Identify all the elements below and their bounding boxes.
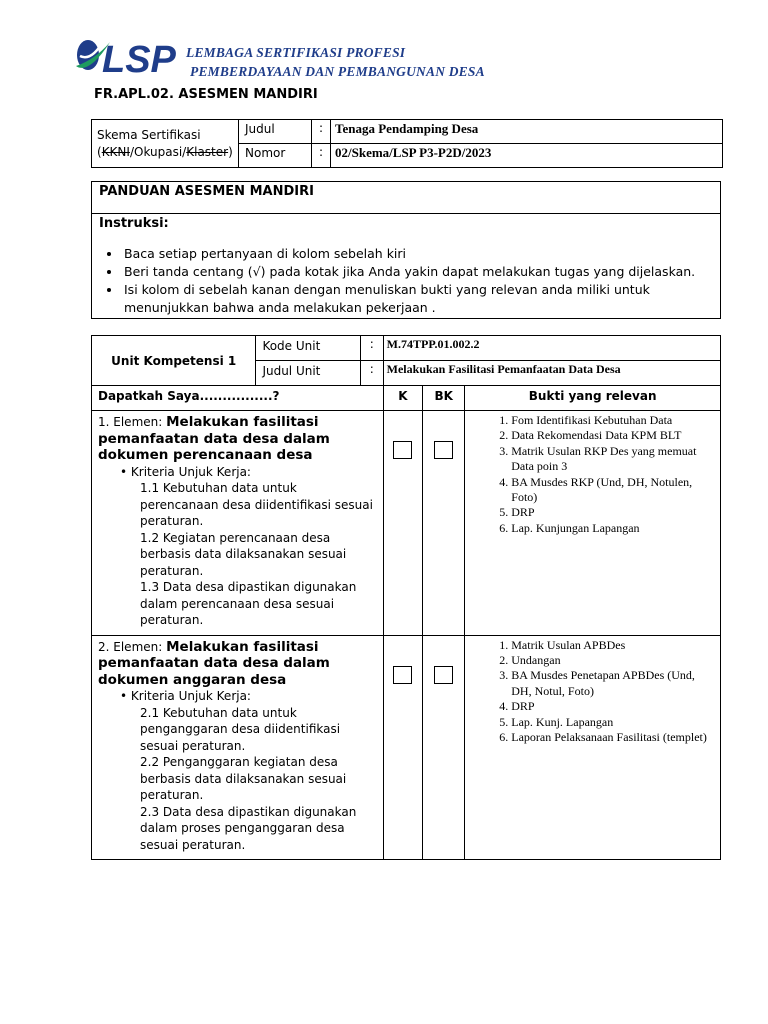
bukti-cell[interactable] xyxy=(465,411,721,636)
bk-cell xyxy=(423,411,465,636)
bukti-cell[interactable] xyxy=(465,635,721,860)
bk-checkbox[interactable] xyxy=(434,666,453,684)
judul-value: Tenaga Pendamping Desa xyxy=(331,120,723,144)
skema-label: Skema Sertifikasi (KKNI/Okupasi/Klaster) xyxy=(92,120,239,168)
list-item: 4. BA Musdes RKP (Und, DH, Notulen, Foto) xyxy=(511,475,716,506)
list-item: • Beri tanda centang (√) pada kotak jika Anda yakin dapat melakukan tugas yang dijelaskan. xyxy=(122,263,720,281)
colon: : xyxy=(312,120,331,144)
list-item: 2. Data Rekomendasi Data KPM BLT xyxy=(511,428,716,443)
logo-text: LSP xyxy=(102,39,176,78)
k-cell xyxy=(383,411,423,636)
nomor-label: Nomor xyxy=(239,144,312,168)
list-item: 5. DRP xyxy=(511,505,716,520)
judul-label: Judul xyxy=(239,120,312,144)
kriteria-label: • Kriteria Unjuk Kerja: xyxy=(120,464,377,481)
k-cell xyxy=(383,635,423,860)
list-item: 3. Matrik Usulan RKP Des yang memuat Data poin 3 xyxy=(511,444,716,475)
element-title: Melakukan fasilitasi pemanfaatan data desa dalam dokumen anggaran desa xyxy=(98,638,330,688)
bukti-list xyxy=(465,413,716,536)
kriteria-label: • Kriteria Unjuk Kerja: xyxy=(120,688,377,705)
kode-unit-label: Kode Unit xyxy=(256,336,360,361)
criterion: 2.1 Kebutuhan data untuk penganggaran desa diidentifikasi sesuai peraturan. xyxy=(140,705,341,753)
criterion: 2.2 Penganggaran kegiatan desa berbasis data dilaksanakan sesuai peraturan. xyxy=(140,755,347,802)
list-item: 5. Lap. Kunj. Lapangan xyxy=(511,715,716,730)
panduan-title: PANDUAN ASESMEN MANDIRI xyxy=(92,182,720,214)
element-2: 2. Elemen: Melakukan fasilitasi pemanfaatan data desa dalam dokumen anggaran desa • Kriteria Unjuk Kerja: 2.1 Kebutuhan data untuk penganggaran desa diidentifikasi sesuai peraturan. 2.2 Penganggaran kegiatan desa berbasis data dilaksanakan sesuai peraturan. 2.3 Data desa dipastikan digunakan dalam proses penganggaran desa sesuai peraturan. xyxy=(92,635,384,860)
judul-unit-label: Judul Unit xyxy=(256,361,360,386)
nomor-value: 02/Skema/LSP P3-P2D/2023 xyxy=(331,144,723,168)
list-item: 4. DRP xyxy=(511,699,716,714)
colon: : xyxy=(360,336,383,361)
colon: : xyxy=(312,144,331,168)
k-checkbox[interactable] xyxy=(393,666,412,684)
list-item: 6. Lap. Kunjungan Lapangan xyxy=(511,521,716,536)
k-checkbox[interactable] xyxy=(393,441,412,459)
unit-kompetensi-table xyxy=(91,335,721,860)
lsp-logo xyxy=(74,36,186,78)
bk-header: BK xyxy=(423,386,465,411)
panduan-box xyxy=(91,181,721,319)
criterion: 1.1 Kebutuhan data untuk perencanaan desa diidentifikasi sesuai peraturan. xyxy=(140,481,373,528)
kode-unit-value: M.74TPP.01.002.2 xyxy=(383,336,720,361)
colon: : xyxy=(360,361,383,386)
bk-cell xyxy=(423,635,465,860)
table-row xyxy=(92,635,721,860)
list-item: 6. Laporan Pelaksanaan Fasilitasi (templet) xyxy=(511,730,716,745)
list-item: 1. Matrik Usulan APBDes xyxy=(511,638,716,653)
org-name-line2: PEMBERDAYAAN DAN PEMBANGUNAN DESA xyxy=(190,64,485,79)
criterion: 2.3 Data desa dipastikan digunakan dalam proses penganggaran desa sesuai peraturan. xyxy=(140,804,357,852)
unit-label: Unit Kompetensi 1 xyxy=(92,336,256,386)
dapatkah-header: Dapatkah Saya................? xyxy=(92,386,384,411)
list-item: 1. Fom Identifikasi Kebutuhan Data xyxy=(511,413,716,428)
judul-unit-value: Melakukan Fasilitasi Pemanfaatan Data Desa xyxy=(383,361,720,386)
skema-table xyxy=(91,119,723,168)
list-item: • Baca setiap pertanyaan di kolom sebelah kiri xyxy=(122,245,720,263)
k-header: K xyxy=(383,386,423,411)
bukti-list xyxy=(465,638,716,746)
document-title: FR.APL.02. ASESMEN MANDIRI xyxy=(94,87,318,102)
list-item: 3. BA Musdes Penetapan APBDes (Und, DH, Notul, Foto) xyxy=(511,668,716,699)
bukti-header: Bukti yang relevan xyxy=(465,386,721,411)
criterion: 1.3 Data desa dipastikan digunakan dalam perencanaan desa sesuai peraturan. xyxy=(140,580,357,627)
element-title: Melakukan fasilitasi pemanfaatan data desa dalam dokumen perencanaan desa xyxy=(98,414,330,463)
criterion: 1.2 Kegiatan perencanaan desa berbasis data dilaksanakan sesuai peraturan. xyxy=(140,530,347,578)
element-1: 1. Elemen: Melakukan fasilitasi pemanfaatan data desa dalam dokumen perencanaan desa • Kriteria Unjuk Kerja: 1.1 Kebutuhan data untuk perencanaan desa diidentifikasi sesuai peraturan. 1.2 Kegiatan perencanaan desa berbasis data dilaksanakan sesuai peraturan. 1.3 Data desa dipastikan digunakan dalam perencanaan desa sesuai peraturan. xyxy=(92,411,384,636)
bk-checkbox[interactable] xyxy=(434,441,453,459)
instruksi-list xyxy=(92,245,720,317)
instruksi-label: Instruksi: xyxy=(99,216,169,231)
table-row xyxy=(92,411,721,636)
list-item: • Isi kolom di sebelah kanan dengan menuliskan bukti yang relevan anda miliki untuk menunjukkan bahwa anda melakukan pekerjaan . xyxy=(122,281,720,317)
list-item: 2. Undangan xyxy=(511,653,716,668)
org-name-line1: LEMBAGA SERTIFIKASI PROFESI xyxy=(186,45,406,60)
